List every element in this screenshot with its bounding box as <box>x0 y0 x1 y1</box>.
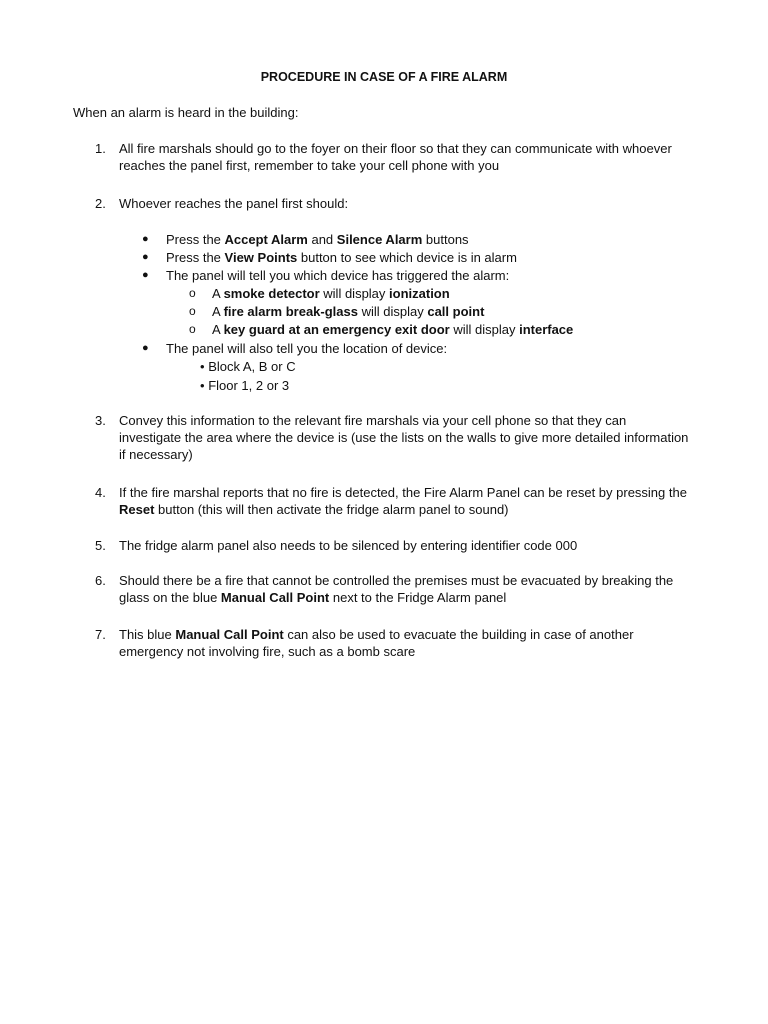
page-title: PROCEDURE IN CASE OF A FIRE ALARM <box>260 70 508 84</box>
step-number: 5. <box>95 538 106 553</box>
small-bullet-marker: • <box>200 359 205 374</box>
location-text: Floor 1, 2 or 3 <box>208 378 290 393</box>
step-text: This blue Manual Call Point can also be used to evacuate the building in case of another emergency not involving fire, such as a bomb scare <box>119 627 634 659</box>
step-number: 7. <box>95 627 106 642</box>
step-number: 1. <box>95 141 106 156</box>
sub-bullet-marker: o <box>189 322 196 336</box>
intro-text: When an alarm is heard in the building: <box>73 105 299 120</box>
bullet-text: The panel will tell you which device has triggered the alarm: <box>166 268 510 283</box>
step-number: 4. <box>95 485 106 500</box>
device-text: A fire alarm break-glass will display call point <box>212 304 485 319</box>
step-number: 6. <box>95 573 106 588</box>
step-text: All fire marshals should go to the foyer on their floor so that they can communicate with whoever reaches the panel first, remember to take your cell phone with you <box>119 141 672 173</box>
location-text: Block A, B or C <box>208 359 296 374</box>
bullet-text: Press the View Points button to see which device is in alarm <box>166 250 517 265</box>
small-bullet-marker: • <box>200 378 205 393</box>
location-item <box>200 358 296 375</box>
step-number: 2. <box>95 196 106 211</box>
step-text: The fridge alarm panel also needs to be silenced by entering identifier code 000 <box>119 538 578 553</box>
device-text: A key guard at an emergency exit door will display interface <box>212 322 574 337</box>
step-text: Convey this information to the relevant fire marshals via your cell phone so that they can investigate the area where the device is (use the lists on the walls to give more detailed information if necessary) <box>119 413 689 462</box>
bullet-text: Press the Accept Alarm and Silence Alarm buttons <box>166 232 469 247</box>
step-text: Whoever reaches the panel first should: <box>119 196 349 211</box>
location-item <box>200 377 289 394</box>
bullet-marker: ● <box>142 251 149 263</box>
step-text: Should there be a fire that cannot be controlled the premises must be evacuated by breaking the glass on the blue Manual Call Point next to the Fridge Alarm panel <box>119 573 674 605</box>
bullet-marker: ● <box>142 269 149 281</box>
step-number: 3. <box>95 413 106 428</box>
bullet-marker: ● <box>142 342 149 354</box>
step-text: If the fire marshal reports that no fire is detected, the Fire Alarm Panel can be reset by pressing the Reset button (this will then activate the fridge alarm panel to sound) <box>119 485 687 517</box>
sub-bullet-marker: o <box>189 304 196 318</box>
bullet-marker: ● <box>142 233 149 245</box>
sub-bullet-marker: o <box>189 286 196 300</box>
bullet-text: The panel will also tell you the location of device: <box>166 341 448 356</box>
device-text: A smoke detector will display ionization <box>212 286 450 301</box>
